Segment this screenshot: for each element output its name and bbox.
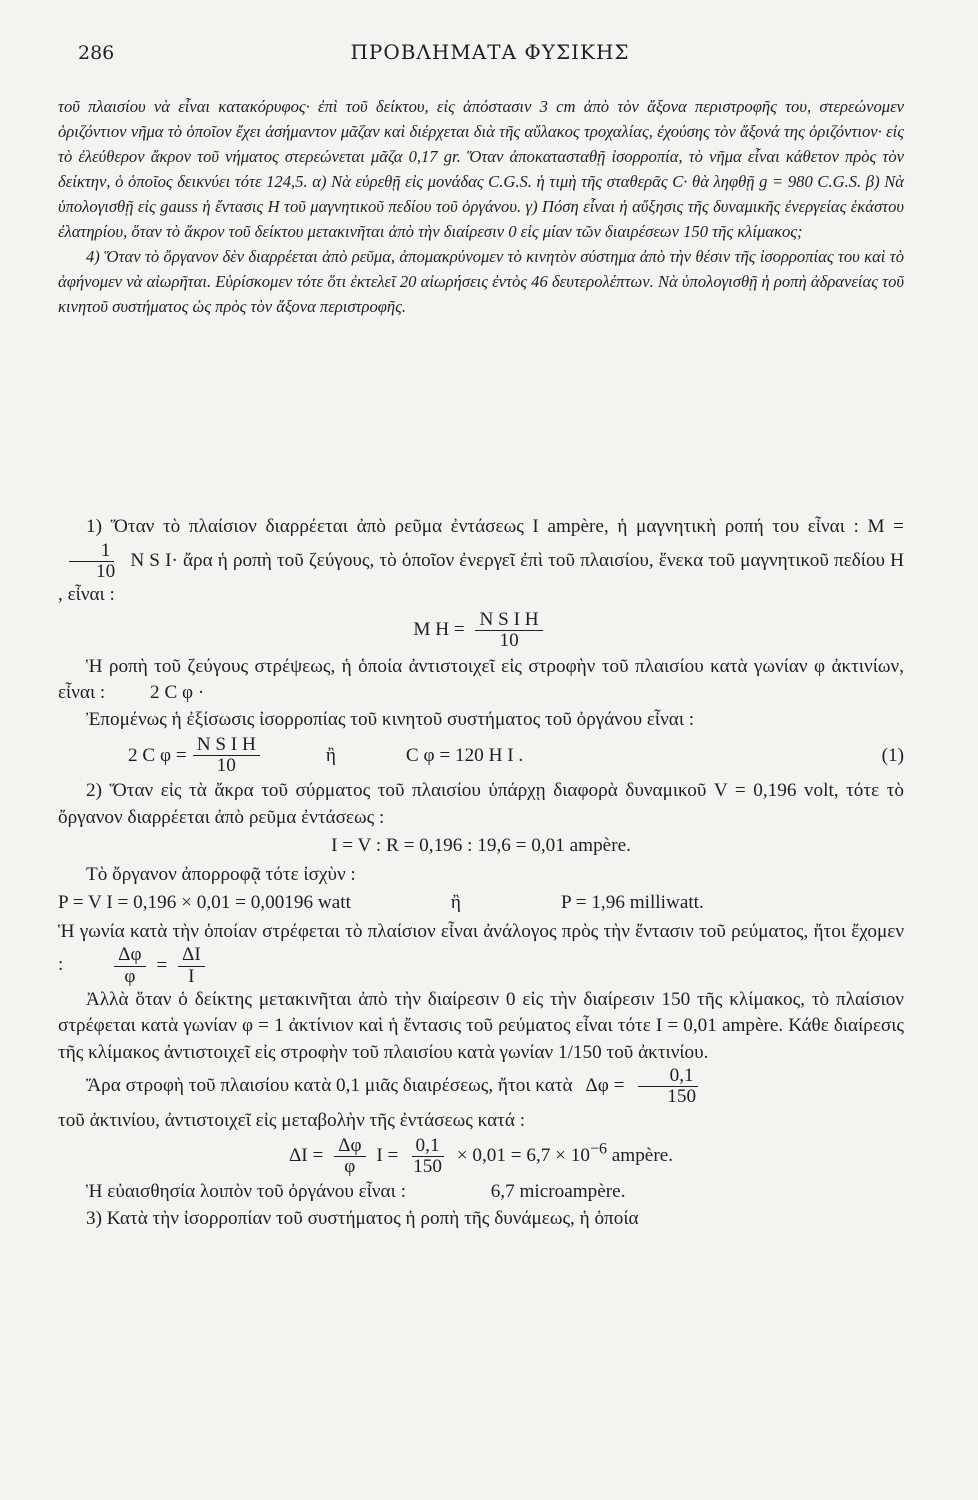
problem-text xyxy=(58,94,904,319)
delta-current-equation: ΔI = $\frac{\Delta\varphi}{\varphi}$ I = $\frac{0,1}{150}$ × $0,01 = 6,7 \times 10^{-6}$ ampère. xyxy=(288,1135,674,1178)
intensity-change-text: τοῦ ἀκτινίου, ἀντιστοιχεῖ εἰς μεταβολὴν τῆς ἐντάσεως κατά : xyxy=(58,1109,526,1131)
problem-paragraph-1: τοῦ πλαισίου νὰ εἶναι κατακόρυφος· ἐπὶ τοῦ δείκτου, εἰς ἀπόστασιν 3 cm ἀπὸ τὸν ἄξονα περιστροφῆς του, στερεώνομεν ὁριζόντιον νῆμα τὸ ὁποῖον ἔχει ἀσήμαντον μᾶζαν καὶ διέρχεται διὰ τῆς αὔλακος τροχαλίας, ἐχούσης τὸν ἄξονά της ὁριζόντιον· εἰς τὸ ἐλεύθερον ἄκρον τοῦ νήματος στερεώνεται μᾶζα 0,17 gr. Ὅταν ἀποκατασταθῇ ἰσορροπία, τὸ νῆμα εἶναι κάθετον πρὸς τὸν δείκτην, ὁ ὁποῖος δεικνύει τότε 124,5. α) Νὰ εὑρεθῇ εἰς μονάδας C.G.S. ἡ τιμὴ τῆς σταθερᾶς C· θὰ ληφθῇ g = 980 C.G.S. β) Νὰ ὑπολογισθῇ εἰς gauss ἡ ἔντασις H τοῦ μαγνητικοῦ πεδίου τοῦ ὀργάνου. γ) Πόση εἶναι ἡ αὔξησις τῆς δυναμικῆς ἐνεργείας ἑκάστου ἐλατηρίου, ὅταν τὸ ἄκρον τοῦ δείκτου μετακινῆται ἀπὸ τὴν διαίρεσιν 0 εἰς μίαν τῶν διαιρέσεων 150 τῆς κλίμακος; xyxy=(58,97,904,241)
magnetic-moment-equation: M = $\frac{1}{10}$ N S I· xyxy=(58,516,904,571)
equation-number: (1) xyxy=(881,744,904,766)
couple-moment-equation: M H = $\frac{\text{N S I H}}{10}$ xyxy=(58,610,904,651)
scale-division-text: Ἀλλὰ ὅταν ὁ δείκτης μετακινῆται ἀπὸ τὴν διαίρεσιν 0 εἰς τὴν διαίρεσιν 150 τῆς κλίμακος, τὸ πλαίσιον στρέφεται κατὰ γωνίαν φ = 1 ἀκτίνιον καὶ ἡ ἔντασις τοῦ ρεύματος εἶναι τότε I = 0,01 ampère. Κάθε διαίρεσις τῆς κλίμακος ἀντιστοιχεῖ εἰς στροφὴν τοῦ πλαισίου κατὰ γωνίαν 1/150 τοῦ ἀκτινίου. xyxy=(58,988,904,1063)
fraction: $\frac{1}{10}$ xyxy=(64,541,119,582)
problem-paragraph-2: 4) Ὅταν τὸ ὄργανον δὲν διαρρέεται ἀπὸ ρεῦμα, ἀπομακρύνομεν τὸ κινητὸν σύστημα ἀπὸ τὴν θέσιν τῆς ἰσορροπίας του καὶ τὸ ἀφήνομεν νὰ αἰωρῆται. Εὑρίσκομεν τότε ὅτι ἐκτελεῖ 20 αἰωρήσεις ἐντὸς 46 δευτερολέπτων. Νὰ ὑπολογισθῇ ἡ ροπὴ ἀδρανείας τοῦ κινητοῦ συστήματος ὡς πρὸς τὸν ἄξονα περιστροφῆς. xyxy=(58,247,904,316)
equilibrium-text: Ἐπομένως ἡ ἐξίσωσις ἰσορροπίας τοῦ κινητοῦ συστήματος τοῦ ὀργάνου εἶναι : xyxy=(86,708,695,730)
power-text: Τὸ ὄργανον ἀπορροφᾷ τότε ἰσχὺν : xyxy=(86,863,356,885)
fraction: $\frac{0,1}{150}$ xyxy=(413,1135,442,1178)
proportionality-text: Ἡ γωνία κατὰ τὴν ὁποίαν στρέφεται τὸ πλαίσιον εἶναι ἀνάλογος πρὸς τὴν ἔντασιν τοῦ ρεύματος, ἤτοι ἔχομεν : $\frac{\Delta\varphi}{\varphi}$ = $\frac{\Delta I}{I}$ xyxy=(58,920,904,987)
solution-part-1: 1) Ὅταν τὸ πλαίσιον διαρρέεται ἀπὸ ρεῦμα ἐντάσεως I ampère, ἡ μαγνητικὴ ροπή του εἶναι : M = $\frac{1}{10}$ N S I· ἄρα ἡ ροπὴ τοῦ ζεύγους, τὸ ὁποῖον ἐνεργεῖ ἐπὶ τοῦ πλαισίου, ἕνεκα τοῦ μαγνητικοῦ πεδίου H , εἶναι : xyxy=(58,516,905,605)
current-equation: I = V : R = 0,196 : 19,6 = 0,01 ampère. xyxy=(331,835,631,857)
solution xyxy=(58,514,904,1232)
fraction: $\frac{\text{N S I H}}{10}$ xyxy=(193,735,260,776)
torsion-couple-text: Ἡ ροπὴ τοῦ ζεύγους στρέψεως, ἡ ὁποία ἀντιστοιχεῖ εἰς στροφὴν τοῦ πλαισίου κατὰ γωνίαν φ ἀκτινίων, εἶναι : 2 C φ · xyxy=(58,655,904,704)
page-header xyxy=(78,40,902,70)
running-title: ΠΡΟΒΛΗΜΑΤΑ ΦΥΣΙΚΗΣ xyxy=(350,40,630,64)
page-number: 286 xyxy=(78,42,115,64)
power-equation: P = V I = 0,196 × 0,01 = 0,00196 watt ἢ P = 1,96 milliwatt. xyxy=(58,892,704,914)
sensitivity-value: 6,7 microampère. xyxy=(490,1181,626,1203)
fraction: $\frac{\Delta\varphi}{\varphi}$ xyxy=(334,1136,365,1177)
fraction: $\frac{\Delta\varphi}{\varphi}$ xyxy=(114,945,145,986)
fraction: $\frac{0,1}{150}$ xyxy=(635,1066,700,1107)
solution-part-2: 2) Ὅταν εἰς τὰ ἄκρα τοῦ σύρματος τοῦ πλαισίου ὑπάρχῃ διαφορὰ δυναμικοῦ V = 0,196 volt, τότε τὸ ὄργανον διαρρέεται ἀπὸ ρεῦμα ἐντάσεως : xyxy=(58,780,904,828)
equation-1: 2 C φ = $\frac{\text{N S I H}}{10}$ ἢ C φ = 120 H I . (1) xyxy=(128,734,904,777)
sensitivity-text: Ἡ εὐαισθησία λοιπὸν τοῦ ὀργάνου εἶναι : 6,7 microampère. xyxy=(86,1181,626,1203)
ratio-equation: $\frac{\Delta\varphi}{\varphi}$ = $\frac{\Delta I}{I}$ xyxy=(108,955,211,976)
solution-part-3: 3) Κατὰ τὴν ἰσορροπίαν τοῦ συστήματος ἡ ροπὴ τῆς δυνάμεως, ἡ ὁποία xyxy=(86,1207,639,1229)
fraction: $\frac{\Delta I}{I}$ xyxy=(178,945,205,986)
torsion-couple-value: 2 C φ · xyxy=(150,682,205,704)
rotation-text: Ἄρα στροφὴ τοῦ πλαισίου κατὰ 0,1 μιᾶς διαιρέσεως, ἤτοι κατὰ Δφ = $\frac{0,1}{150}$ xyxy=(58,1066,904,1107)
fraction: $\frac{\text{N S I H}}{10}$ xyxy=(475,610,542,651)
